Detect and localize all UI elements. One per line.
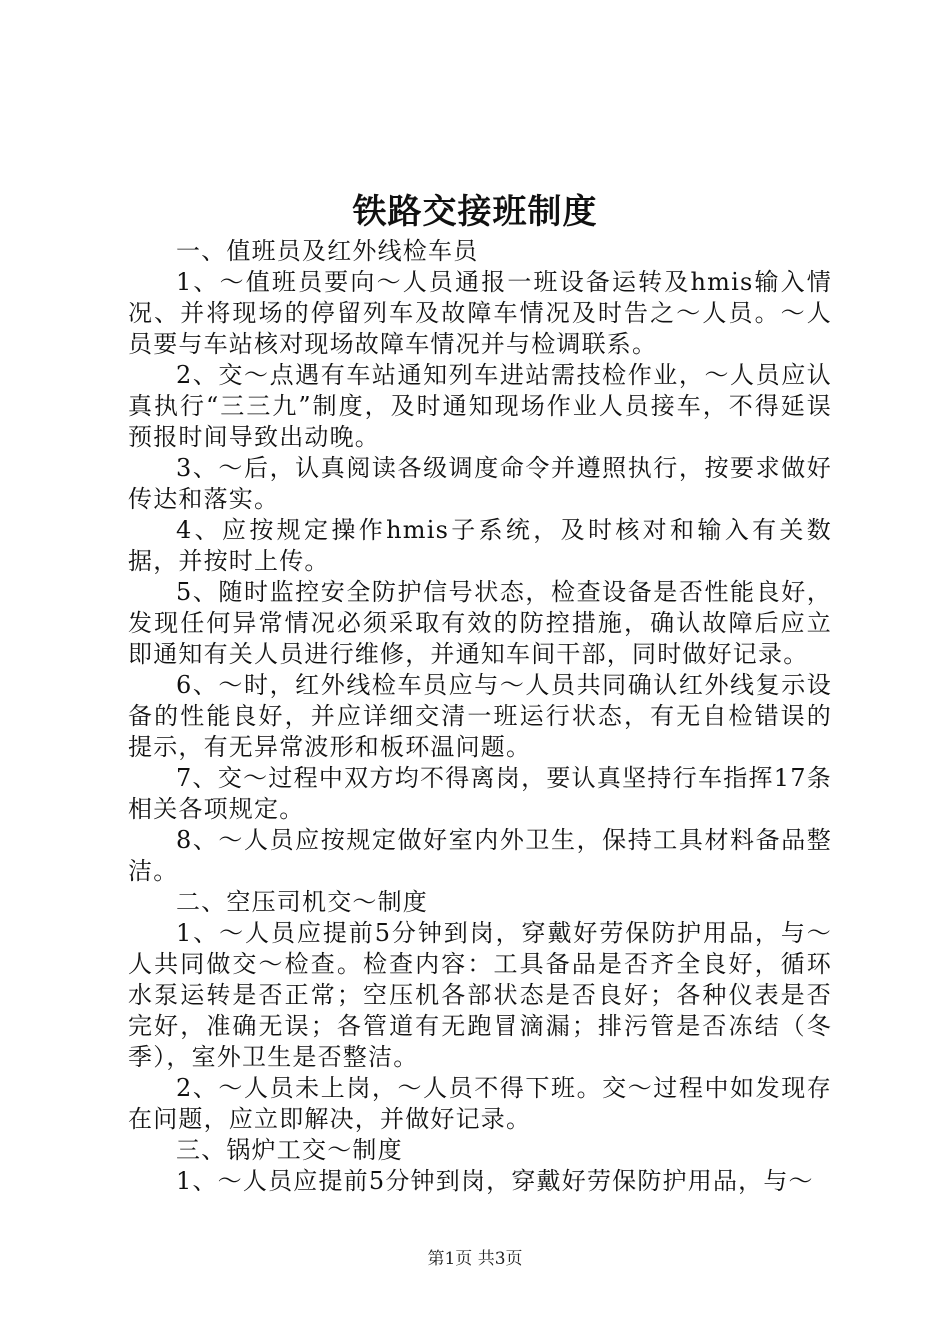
paragraph: 5、随时监控安全防护信号状态，检查设备是否性能良好，发现任何异常情况必须采取有效的防控措施，确认故障后应立即通知有关人员进行维修，并通知车间干部，同时做好记录。	[128, 578, 832, 668]
section-heading: 一、值班员及红外线检车员	[176, 237, 479, 265]
paragraph: 6、～时，红外线检车员应与～人员共同确认红外线复示设备的性能良好，并应详细交清一班运行状态，有无自检错误的提示，有无异常波形和板环温问题。	[128, 671, 832, 761]
section-heading: 三、锅炉工交～制度	[176, 1136, 403, 1164]
paragraph: 1、～人员应提前5分钟到岗，穿戴好劳保防护用品，与～人共同做交～检查。检查内容：工具备品是否齐全良好，循环水泵运转是否正常；空压机各部状态是否良好；各种仪表是否完好，准确无误；各管道有无跑冒滴漏；排污管是否冻结（冬季），室外卫生是否整洁。	[128, 919, 832, 1071]
paragraph: 2、～人员未上岗，～人员不得下班。交～过程中如发现存在问题，应立即解决，并做好记录。	[128, 1074, 832, 1133]
paragraph: 3、～后，认真阅读各级调度命令并遵照执行，按要求做好传达和落实。	[128, 454, 832, 513]
document-body	[128, 236, 832, 1197]
document-title: 铁路交接班制度	[352, 192, 598, 232]
paragraph: 7、交～过程中双方均不得离岗，要认真坚持行车指挥17条相关各项规定。	[128, 764, 832, 823]
page-footer: 第1页 共3页	[427, 1249, 523, 1269]
paragraph: 4、应按规定操作hmis子系统，及时核对和输入有关数据，并按时上传。	[128, 516, 832, 575]
paragraph: 8、～人员应按规定做好室内外卫生，保持工具材料备品整洁。	[128, 826, 832, 885]
section-heading: 二、空压司机交～制度	[176, 888, 428, 916]
paragraph: 1、～值班员要向～人员通报一班设备运转及hmis输入情况、并将现场的停留列车及故障车情况及时告之～人员。～人员要与车站核对现场故障车情况并与检调联系。	[128, 268, 832, 358]
paragraph: 1、～人员应提前5分钟到岗，穿戴好劳保防护用品，与～	[176, 1167, 814, 1195]
paragraph: 2、交～点遇有车站通知列车进站需技检作业，～人员应认真执行“三三九”制度，及时通知现场作业人员接车，不得延误预报时间导致出动晚。	[128, 361, 832, 451]
